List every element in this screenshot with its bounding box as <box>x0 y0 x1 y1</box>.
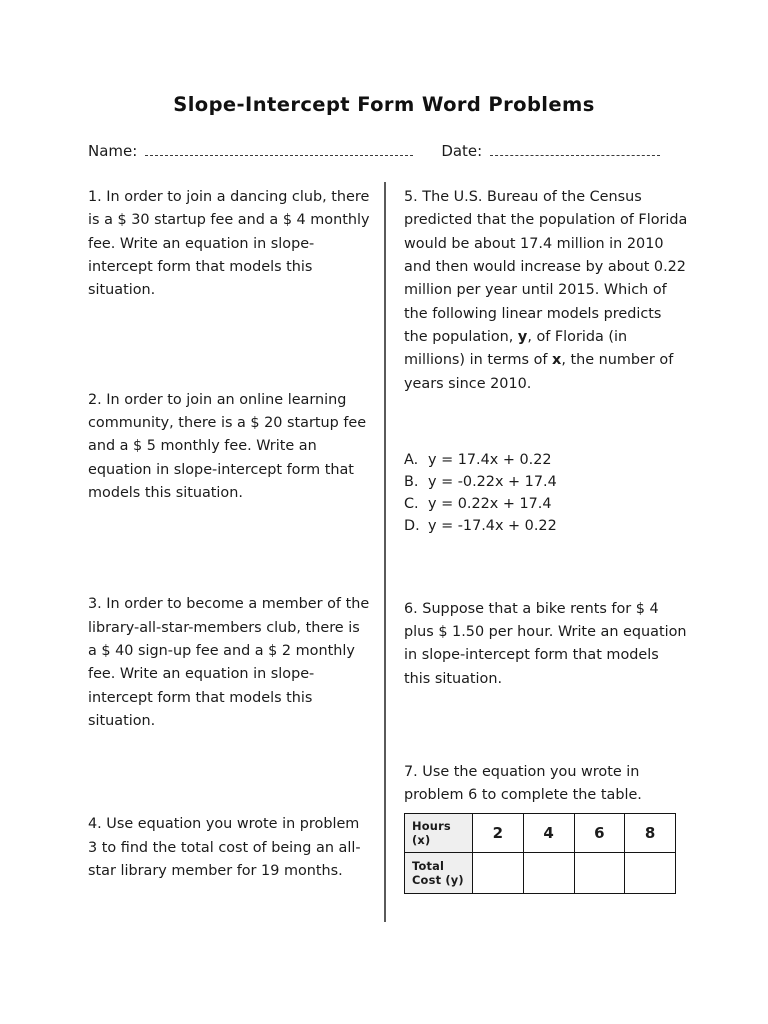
problem-3 <box>88 593 370 733</box>
choice-b-letter: B. <box>404 473 419 490</box>
choice-d[interactable] <box>404 516 688 538</box>
table-cell-hours-2[interactable]: 4 <box>523 814 574 853</box>
date-input-line[interactable] <box>490 142 660 156</box>
problem-1 <box>88 186 370 303</box>
choice-c[interactable] <box>404 494 688 516</box>
problem-5-text <box>404 186 688 396</box>
answer-space-5[interactable] <box>404 538 688 598</box>
problem-6 <box>404 598 688 691</box>
table-row-header-total-cost: Total Cost (y) <box>405 853 473 894</box>
answer-space-2[interactable] <box>88 505 370 593</box>
problem-3-text: 3. In order to become a member of the library-all-star-members club, there is a $ 40 sign-up fee and a $ 2 monthly fee. Write an equation in slope-intercept form that models this situation. <box>88 596 370 729</box>
problem-7-table-wrapper <box>404 813 688 894</box>
page-title: Slope-Intercept Form Word Problems <box>173 93 595 116</box>
variable-x: x <box>552 352 562 369</box>
table-cell-cost-4[interactable] <box>625 853 676 894</box>
column-divider <box>384 182 386 922</box>
answer-space-3[interactable] <box>88 733 370 813</box>
name-label: Name: <box>88 142 138 160</box>
right-column <box>404 186 688 894</box>
choice-a-equation: y = 17.4x + 0.22 <box>428 451 552 468</box>
problem-7-text: 7. Use the equation you wrote in problem 6 to complete the table. <box>404 763 642 804</box>
table-row <box>405 853 676 894</box>
choice-d-letter: D. <box>404 517 420 534</box>
problem-5-text-part3: , the number of years since 2010. <box>404 352 674 392</box>
problem-6-text: 6. Suppose that a bike rents for $ 4 plus $ 1.50 per hour. Write an equation in slope-intercept form that models this situation. <box>404 600 687 687</box>
table-cell-hours-3[interactable]: 6 <box>574 814 625 853</box>
table-cell-hours-4[interactable]: 8 <box>625 814 676 853</box>
hours-cost-table <box>404 813 676 894</box>
variable-y: y <box>517 328 528 345</box>
problem-2 <box>88 389 370 506</box>
choice-c-letter: C. <box>404 495 419 512</box>
problem-5-text-part2: , of Florida (in millions) in terms of <box>404 328 628 369</box>
table-cell-hours-1[interactable]: 2 <box>473 814 524 853</box>
table-cell-cost-1[interactable] <box>473 853 524 894</box>
table-row <box>405 814 676 853</box>
choice-a[interactable] <box>404 450 688 472</box>
problem-5-text-part1: 5. The U.S. Bureau of the Census predicted that the population of Florida would be about 17.4 million in 2010 and then would increase by about 0.22 million per year until 2015. Which of the following linear models predicts the population, <box>404 189 688 345</box>
left-column <box>88 186 370 883</box>
answer-space-1[interactable] <box>88 303 370 389</box>
problem-1-text: 1. In order to join a dancing club, there is a $ 30 startup fee and a $ 4 monthly fee. Write an equation in slope-intercept form that models this situation. <box>88 189 370 299</box>
choice-d-equation: y = -17.4x + 0.22 <box>428 517 557 534</box>
problem-5-choices <box>404 450 688 538</box>
choice-c-equation: y = 0.22x + 17.4 <box>428 495 552 512</box>
choice-b[interactable] <box>404 472 688 494</box>
problem-4-text: 4. Use equation you wrote in problem 3 to find the total cost of being an all-star library member for 19 months. <box>88 816 361 879</box>
problem-5 <box>404 186 688 396</box>
name-date-row <box>88 142 702 164</box>
table-row-header-hours: Hours (x) <box>405 814 473 853</box>
problem-4 <box>88 813 370 883</box>
choice-b-equation: y = -0.22x + 17.4 <box>428 473 557 490</box>
table-cell-cost-2[interactable] <box>523 853 574 894</box>
name-input-line[interactable] <box>145 142 413 156</box>
choices-spacer <box>404 396 688 450</box>
table-cell-cost-3[interactable] <box>574 853 625 894</box>
choice-a-letter: A. <box>404 451 419 468</box>
answer-space-6[interactable] <box>404 691 688 761</box>
problem-7 <box>404 761 688 808</box>
problem-2-text: 2. In order to join an online learning community, there is a $ 20 startup fee and a $ 5 monthly fee. Write an equation in slope-intercept form that models this situation. <box>88 391 367 501</box>
date-label: Date: <box>441 142 483 160</box>
